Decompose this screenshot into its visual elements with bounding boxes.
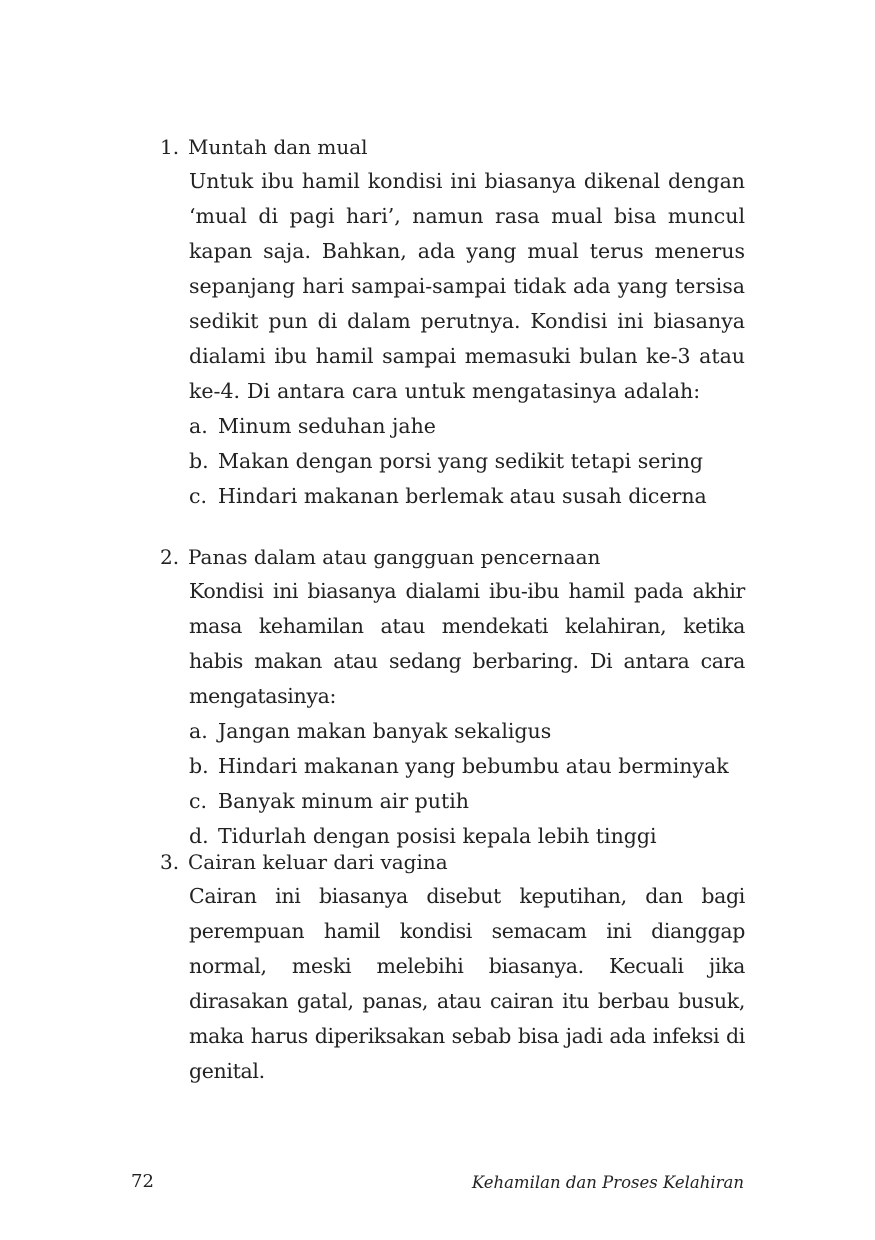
list-item-letter: a. (189, 719, 208, 743)
list-item-text: Tidurlah dengan posisi kepala lebih tinggi (218, 824, 657, 848)
list-item-text: Hindari makanan berlemak atau susah dicerna (218, 484, 707, 508)
list-item-letter: d. (189, 824, 209, 848)
section-cairan-keluar (160, 845, 745, 1089)
list-item (189, 409, 745, 444)
list-item (189, 784, 745, 819)
section-title: Panas dalam atau gangguan pencernaan (188, 545, 601, 569)
section-muntah-dan-mual (160, 130, 745, 514)
section-paragraph: Untuk ibu hamil kondisi ini biasanya dikenal dengan ‘mual di pagi hari’, namun rasa mual bisa muncul kapan saja. Bahkan, ada yang mual terus menerus sepanjang hari sampai-sampai tidak ada yang tersisa sedikit pun di dalam perutnya. Kondisi ini biasanya dialami ibu hamil sampai memasuki bulan ke-3 atau ke-4. Di antara cara untuk mengatasinya adalah: (189, 169, 745, 403)
running-footer-title: Kehamilan dan Proses Kelahiran (471, 1173, 744, 1192)
list-item-letter: a. (189, 414, 208, 438)
list-item-text: Minum seduhan jahe (218, 414, 436, 438)
list-item-letter: b. (189, 449, 209, 473)
section-number: 1. (160, 135, 180, 159)
page-number: 72 (131, 1171, 154, 1192)
list-item-letter: b. (189, 754, 209, 778)
list-item-text: Hindari makanan yang bebumbu atau berminyak (218, 754, 729, 778)
section-heading (160, 845, 745, 879)
list-item (189, 479, 745, 514)
list-item-letter: c. (189, 484, 207, 508)
section-heading (160, 130, 745, 164)
section-title: Muntah dan mual (188, 135, 368, 159)
section-number: 2. (160, 545, 180, 569)
list-item (189, 714, 745, 749)
section-title: Cairan keluar dari vagina (188, 850, 448, 874)
list-item-text: Makan dengan porsi yang sedikit tetapi sering (218, 449, 704, 473)
tips-list (189, 714, 745, 854)
section-number: 3. (160, 850, 180, 874)
list-item (189, 749, 745, 784)
tips-list (189, 409, 745, 514)
list-item-text: Banyak minum air putih (218, 789, 470, 813)
section-paragraph: Kondisi ini biasanya dialami ibu-ibu hamil pada akhir masa kehamilan atau mendekati kelahiran, ketika habis makan atau sedang berbaring. Di antara cara mengatasinya: (189, 579, 745, 708)
section-paragraph: Cairan ini biasanya disebut keputihan, dan bagi perempuan hamil kondisi semacam ini dianggap normal, meski melebihi biasanya. Kecuali jika dirasakan gatal, panas, atau cairan itu berbau busuk, maka harus diperiksakan sebab bisa jadi ada infeksi di genital. (189, 884, 745, 1083)
section-panas-dalam (160, 540, 745, 854)
list-item-letter: c. (189, 789, 207, 813)
list-item (189, 444, 745, 479)
section-heading (160, 540, 745, 574)
list-item-text: Jangan makan banyak sekaligus (218, 719, 552, 743)
